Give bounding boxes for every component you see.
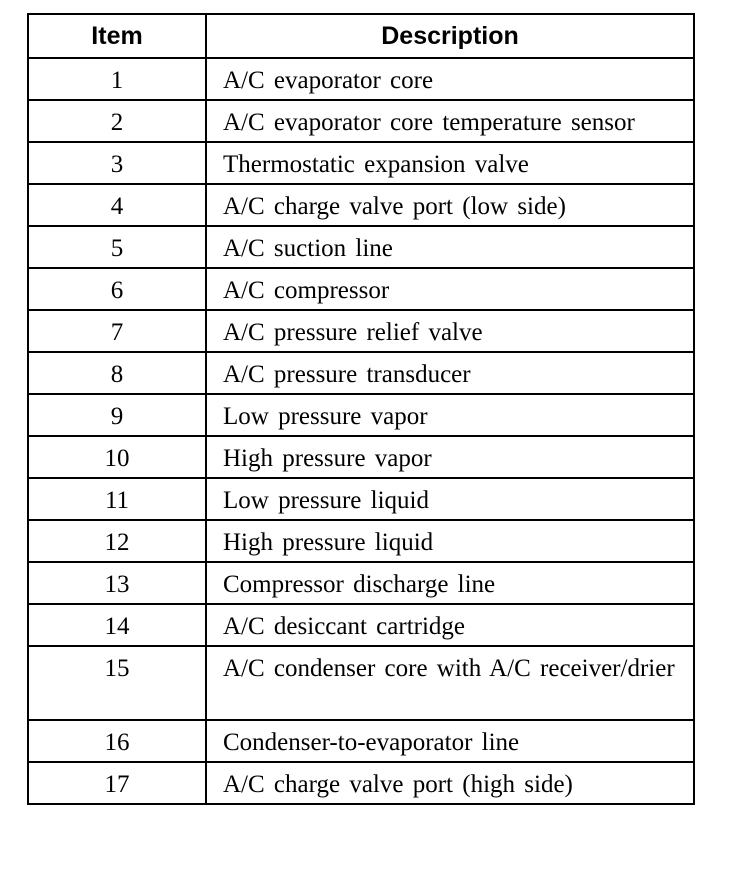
- table-row: [28, 604, 694, 646]
- parts-legend-table: [27, 13, 695, 805]
- description-cell: A/C evaporator core temperature sensor: [206, 100, 694, 142]
- description-cell: Condenser-to-evaporator line: [206, 720, 694, 762]
- item-number-cell: 11: [28, 478, 206, 520]
- table-row: [28, 268, 694, 310]
- item-number-cell: 6: [28, 268, 206, 310]
- item-number-cell: 3: [28, 142, 206, 184]
- description-cell: Low pressure liquid: [206, 478, 694, 520]
- description-cell: A/C charge valve port (low side): [206, 184, 694, 226]
- table-row: [28, 520, 694, 562]
- description-cell: A/C suction line: [206, 226, 694, 268]
- item-number-cell: 17: [28, 762, 206, 804]
- item-number-cell: 9: [28, 394, 206, 436]
- column-header-description: Description: [206, 14, 694, 58]
- description-cell: High pressure liquid: [206, 520, 694, 562]
- table-row: [28, 352, 694, 394]
- table-row: [28, 562, 694, 604]
- description-cell: A/C evaporator core: [206, 58, 694, 100]
- item-number-cell: 5: [28, 226, 206, 268]
- item-number-cell: 10: [28, 436, 206, 478]
- description-cell: A/C desiccant cartridge: [206, 604, 694, 646]
- description-cell: Compressor discharge line: [206, 562, 694, 604]
- item-number-cell: 12: [28, 520, 206, 562]
- item-number-cell: 1: [28, 58, 206, 100]
- description-cell: A/C pressure relief valve: [206, 310, 694, 352]
- item-number-cell: 4: [28, 184, 206, 226]
- description-cell: Thermostatic expansion valve: [206, 142, 694, 184]
- table-row: [28, 478, 694, 520]
- column-header-item: Item: [28, 14, 206, 58]
- item-number-cell: 16: [28, 720, 206, 762]
- description-cell: A/C pressure transducer: [206, 352, 694, 394]
- item-number-cell: 8: [28, 352, 206, 394]
- description-cell: High pressure vapor: [206, 436, 694, 478]
- table-row: [28, 226, 694, 268]
- description-cell: Low pressure vapor: [206, 394, 694, 436]
- item-number-cell: 13: [28, 562, 206, 604]
- table-row: [28, 310, 694, 352]
- table-row: [28, 58, 694, 100]
- description-cell: A/C compressor: [206, 268, 694, 310]
- table-row: [28, 720, 694, 762]
- description-cell: A/C condenser core with A/C receiver/drier: [206, 646, 694, 720]
- table-row: [28, 142, 694, 184]
- table-row: [28, 394, 694, 436]
- item-number-cell: 15: [28, 646, 206, 720]
- table-row: [28, 646, 694, 720]
- table-header-row: [28, 14, 694, 58]
- description-cell: A/C charge valve port (high side): [206, 762, 694, 804]
- table-row: [28, 184, 694, 226]
- table-row: [28, 100, 694, 142]
- table-row: [28, 436, 694, 478]
- table-row: [28, 762, 694, 804]
- item-number-cell: 7: [28, 310, 206, 352]
- item-number-cell: 14: [28, 604, 206, 646]
- item-number-cell: 2: [28, 100, 206, 142]
